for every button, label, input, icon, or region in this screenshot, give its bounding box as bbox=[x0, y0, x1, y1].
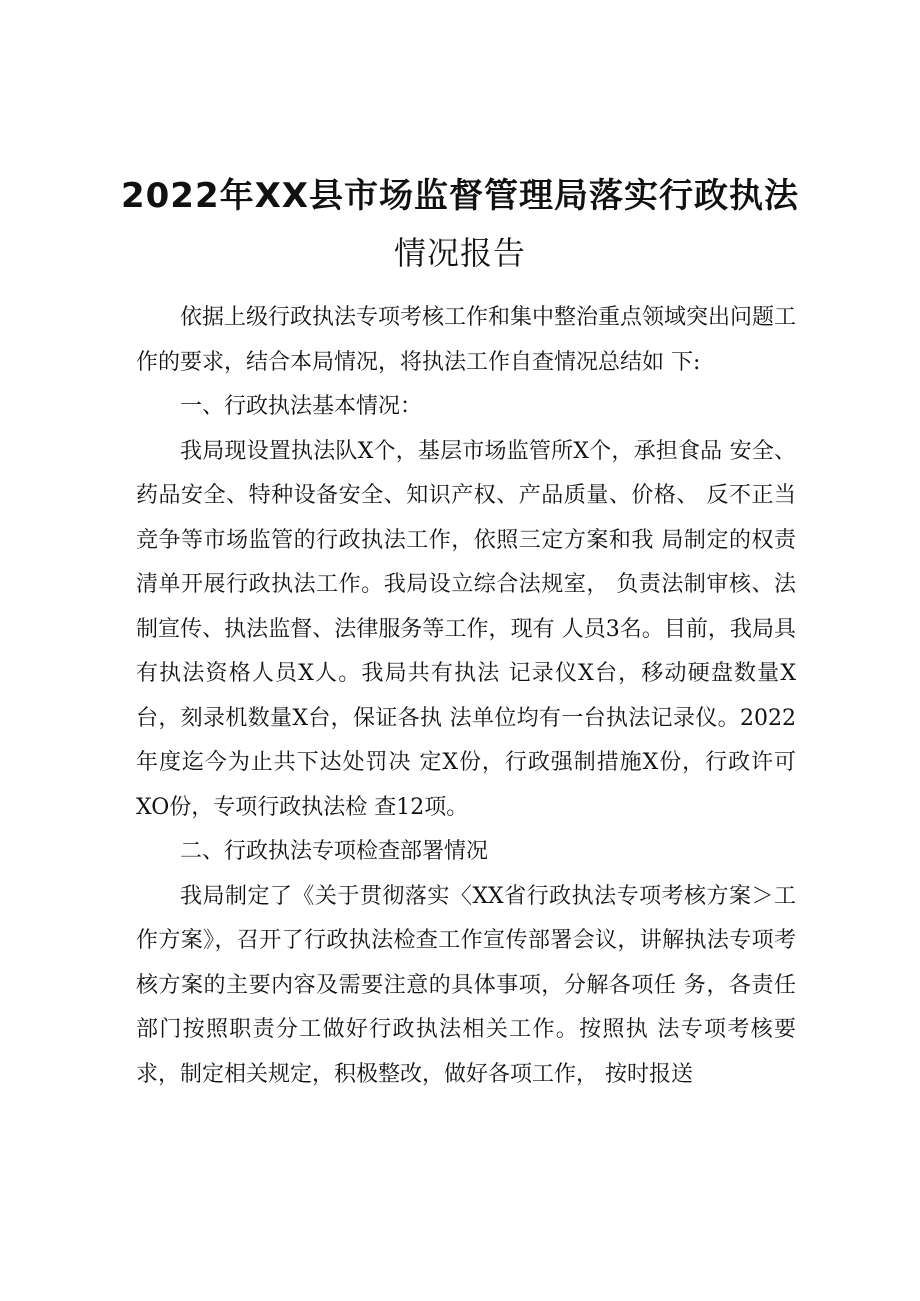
section-heading-2: 二、行政执法专项检查部署情况 bbox=[180, 839, 489, 864]
paragraph-deployment: 我局制定了《关于贯彻落实〈XX省行政执法专项考核方案＞工作方案》，召开了行政执法检查工作宣传部署会议，讲解执法专项考核方案的主要内容及需要注意的具体事项，分解各项任 务，各责任部门按照职责分工做好行政执法相关工作。按照执 法专项考核要求，制定相关规定，积极整改，做好各项工作， 按时报送 bbox=[136, 883, 796, 1087]
paragraph-basic-situation: 我局现设置执法队X个，基层市场监管所X个，承担食品 安全、药品安全、特种设备安全、知识产权、产品质量、价格、 反不正当竞争等市场监管的行政执法工作，依照三定方案和我 局制定的权责清单开展行政执法工作。我局设立综合法规室， 负责法制审核、法制宣传、执法监督、法律服务等工作，现有 人员3名。目前，我局具有执法资格人员X人。我局共有执法 记录仪X台，移动硬盘数量X台，刻录机数量X台，保证各执 法单位均有一台执法记录仪。2022年度迄今为止共下达处罚决 定X份，行政强制措施X份，行政许可XO份，专项行政执法检 查12项。 bbox=[136, 438, 796, 820]
section-heading-1: 一、行政执法基本情况： bbox=[180, 394, 423, 419]
document-body bbox=[136, 296, 796, 1097]
document-title-line-2: 情况报告 bbox=[393, 234, 526, 272]
paragraph-intro: 依据上级行政执法专项考核工作和集中整治重点领域突出问题工作的要求，结合本局情况，将执法工作自查情况总结如 下: bbox=[136, 305, 797, 375]
document-title-line-1: 2022年XX县市场监督管理局落实行政执法 bbox=[120, 176, 800, 216]
